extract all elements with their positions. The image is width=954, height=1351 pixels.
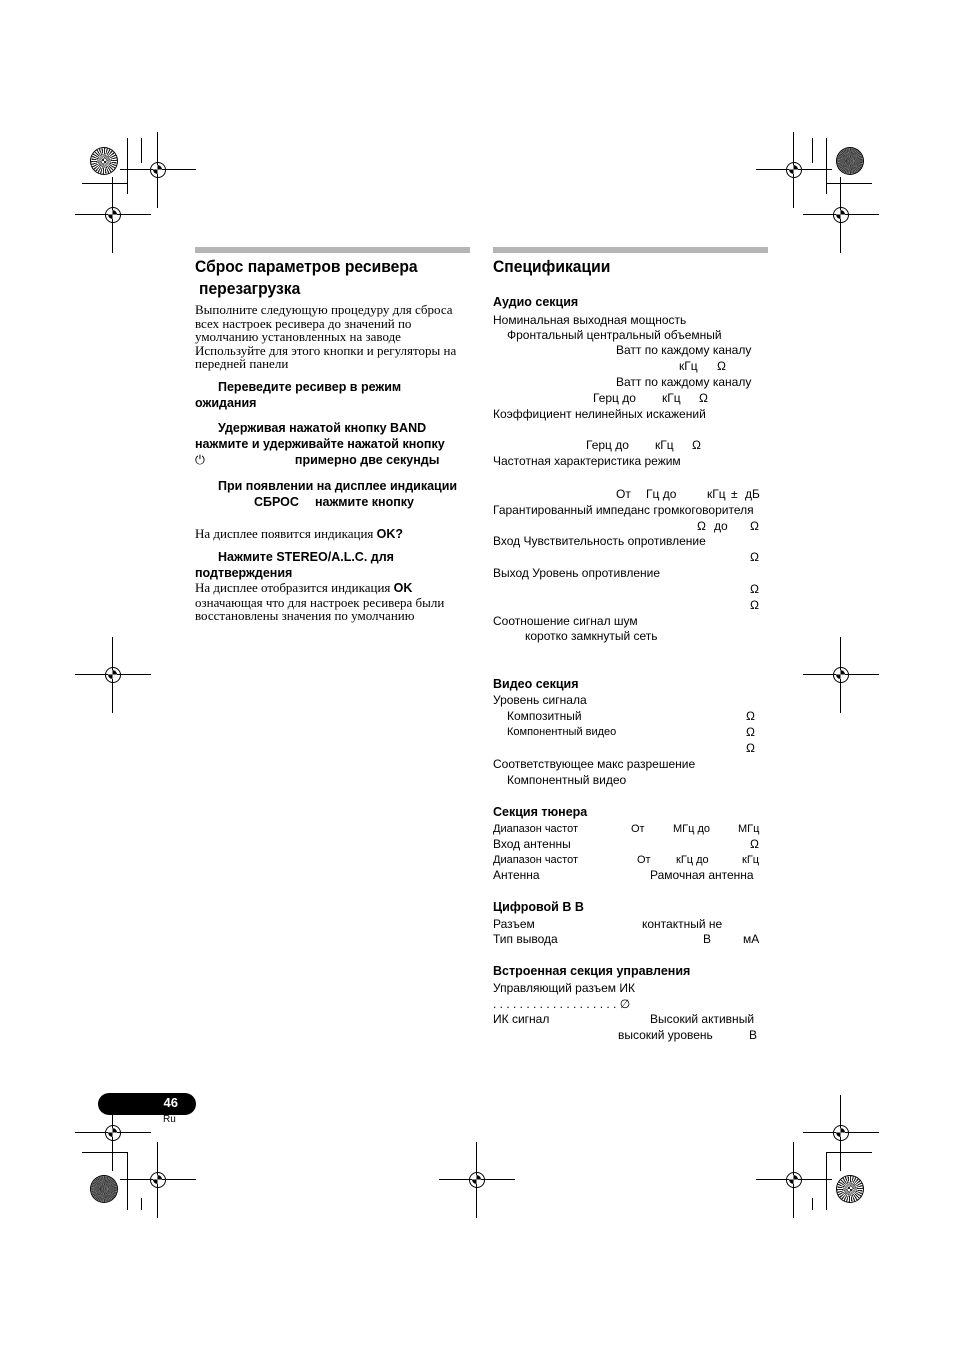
crosshair-target-icon [120,1142,196,1218]
section-title: Сброс параметров ресивера [195,257,418,276]
section-rule [195,247,470,253]
tuner-heading: Секция тюнера [493,805,588,819]
ohm-symbol: Ω [717,359,726,373]
ohm-symbol: Ω [692,438,701,452]
spec-unit: Ватт по каждому каналу [616,375,752,389]
crosshair-target-icon [75,177,151,253]
spec-unit: Гц до [646,487,677,501]
intro-paragraph: Выполните следующую процедуру для сброса всех настроек ресивера до значений по умолчанию установленных на заводе Используйте для этого кнопки и регуляторы на передней панели [195,302,457,371]
registration-rosette-icon [91,148,117,174]
spec-label: Композитный [507,709,582,723]
ohm-symbol: Ω [746,725,755,739]
display-note: На дисплее появится индикация OK? [195,526,404,541]
crosshair-target-icon [75,637,151,713]
ohm-symbol: Ω [750,519,759,533]
spec-unit: МГц до [673,823,711,835]
ohm-symbol: Ω [699,391,708,405]
spec-label: Частотная характеристика режим [493,454,681,468]
crosshair-target-icon [439,1142,515,1218]
spec-unit: В [703,932,712,946]
spec-leader: . . . . . . . . . . . . . . . . . . . ∅ [493,997,631,1011]
spec-unit: кГц до [676,854,709,866]
spec-label: Диапазон частот [493,854,579,866]
spec-unit: В [749,1028,758,1042]
spec-unit: до [714,519,728,533]
spec-label: ИК сигнал [493,1012,550,1026]
spec-unit: От [637,854,651,866]
result-paragraph: На дисплее отобразится индикация OK означающая что для настроек ресивера были восстановлены значения по умолчанию [195,580,445,623]
spec-label: Диапазон частот [493,823,579,835]
registration-rosette-icon [837,1176,863,1202]
spec-value: Рамочная антенна [650,868,754,882]
ohm-symbol: Ω [746,741,755,755]
spec-label: Компонентный видео [507,726,617,738]
spec-label: Вход антенны [493,837,571,851]
spec-label: Уровень сигнала [493,693,587,707]
page-number-badge: 46 [98,1093,196,1115]
spec-unit: кГц [662,391,681,405]
section-rule [493,247,768,253]
crosshair-target-icon [803,177,879,253]
step-2: Удерживая нажатой кнопку BAND нажмите и удерживайте нажатой кнопку ⏻ примерно две секунды [195,421,445,467]
spec-label: Компонентный видео [507,773,627,787]
spec-label: Выход Уровень опротивление [493,566,661,580]
ohm-symbol: Ω [750,582,759,596]
spec-label: Разъем [493,917,535,931]
step-1: Переведите ресивер в режим ожидания [195,380,402,410]
plus-minus-icon: ± [731,487,738,501]
spec-label: Гарантированный импеданс громкоговорителя [493,503,754,517]
section-title-line2: перезагрузка [199,279,301,298]
step-4: Нажмите STEREO/A.L.C. для подтверждения [195,550,394,580]
language-code: Ru [163,1114,176,1125]
spec-label: Антенна [493,868,540,882]
spec-label: Коэффициент нелинейных искажений [493,407,706,421]
spec-unit: дБ [745,487,760,501]
video-heading: Видео секция [493,677,579,691]
spec-label: Соотношение сигнал шум [493,614,638,628]
power-icon: ⏻ [195,453,205,467]
spec-unit: Герц до [593,391,636,405]
spec-label: коротко замкнутый сеть [525,629,658,643]
step-3: При появлении на дисплее индикации СБРОС нажмите кнопку [218,479,458,509]
spec-label: Фронтальный центральный объемный [507,328,722,342]
spec-value: контактный не [642,917,723,931]
spec-unit: Ватт по каждому каналу [616,343,752,357]
spec-value: высокий уровень [618,1028,713,1042]
spec-unit: мА [743,932,760,946]
spec-value: Высокий активный [650,1012,755,1026]
crosshair-target-icon [803,637,879,713]
spec-label: Номинальная выходная мощность [493,313,687,327]
digital-heading: Цифровой В В [493,900,584,914]
ohm-symbol: Ω [697,519,706,533]
crosshair-target-icon [756,1142,832,1218]
spec-label: Соответствующее макс разрешение [493,757,696,771]
spec-label: Вход Чувствительность опротивление [493,534,706,548]
spec-label: Тип вывода [493,932,558,946]
spec-unit: От [616,487,631,501]
spec-unit: От [631,823,645,835]
spec-label: Управляющий разъем ИК [493,981,635,995]
spec-unit: кГц [655,438,674,452]
ohm-symbol: Ω [750,837,759,851]
spec-unit: кГц [742,854,760,866]
audio-heading: Аудио секция [493,295,579,309]
specs-title: Спецификации [493,257,611,276]
ohm-symbol: Ω [750,550,759,564]
ohm-symbol: Ω [746,709,755,723]
registration-rosette-icon [91,1176,117,1202]
ohm-symbol: Ω [750,598,759,612]
spec-unit: кГц [707,487,726,501]
registration-rosette-icon [837,148,863,174]
spec-unit: Герц до [586,438,629,452]
spec-unit: МГц [738,823,760,835]
spec-unit: кГц [679,359,698,373]
control-heading: Встроенная секция управления [493,964,691,978]
